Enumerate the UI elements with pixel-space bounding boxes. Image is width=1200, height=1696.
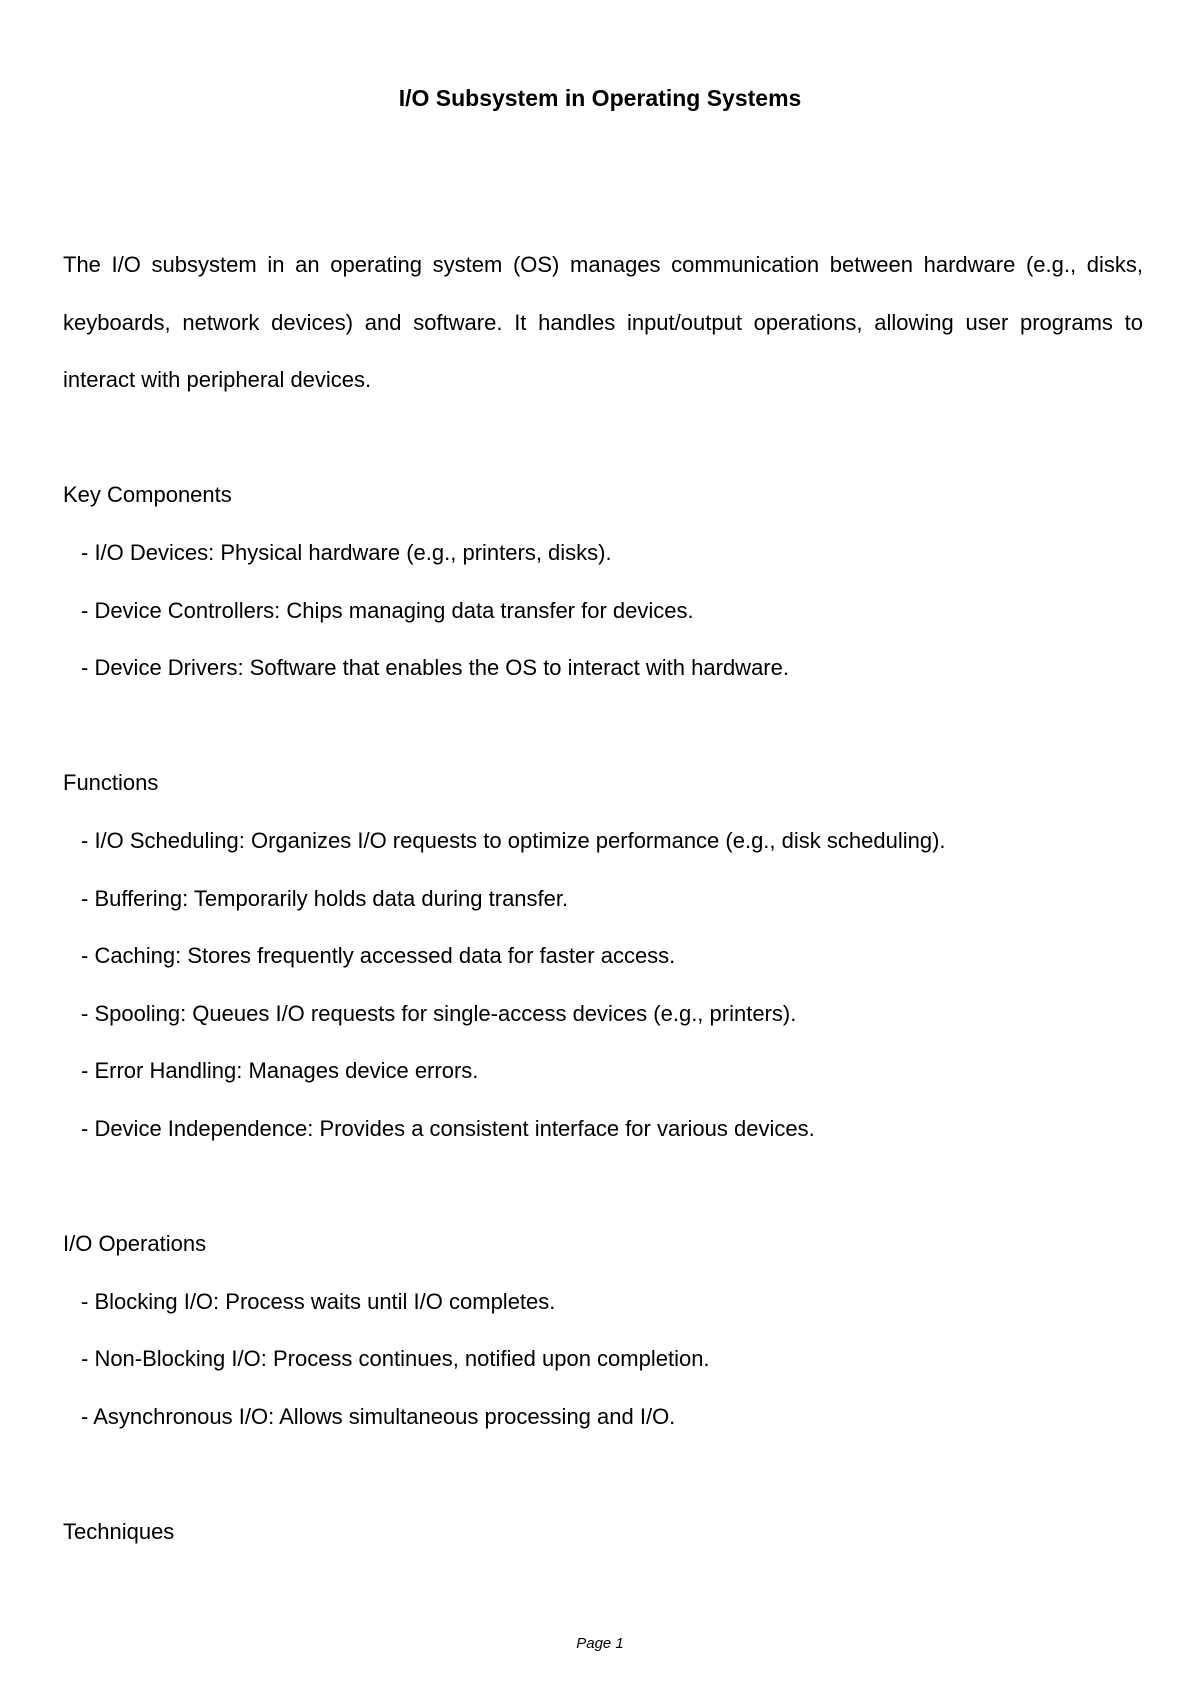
bullet-list <box>63 1273 1143 1446</box>
document-title: I/O Subsystem in Operating Systems <box>398 85 802 112</box>
list-item: - Asynchronous I/O: Allows simultaneous processing and I/O. <box>81 1403 676 1429</box>
list-item: - Spooling: Queues I/O requests for single-access devices (e.g., printers). <box>81 1000 797 1026</box>
list-item: - Device Independence: Provides a consistent interface for various devices. <box>81 1115 815 1141</box>
section-functions <box>63 754 1143 1157</box>
list-item: - Device Controllers: Chips managing data transfer for devices. <box>81 597 694 623</box>
section-heading: I/O Operations <box>63 1231 207 1257</box>
section-io-operations <box>63 1215 1143 1445</box>
list-item: - Blocking I/O: Process waits until I/O completes. <box>81 1288 556 1314</box>
section-heading: Functions <box>63 770 159 796</box>
list-item: - Buffering: Temporarily holds data during transfer. <box>81 885 569 911</box>
bullet-list <box>63 524 1143 697</box>
section-heading: Techniques <box>63 1519 175 1545</box>
list-item: - Device Drivers: Software that enables the OS to interact with hardware. <box>81 655 789 681</box>
bullet-list <box>63 812 1143 1158</box>
list-item: - Non-Blocking I/O: Process continues, notified upon completion. <box>81 1346 710 1372</box>
list-item: - I/O Scheduling: Organizes I/O requests to optimize performance (e.g., disk scheduling). <box>81 827 946 853</box>
list-item: - Caching: Stores frequently accessed data for faster access. <box>81 943 676 969</box>
page-number: Page 1 <box>576 1635 624 1652</box>
section-key-components <box>63 466 1143 696</box>
intro-paragraph: The I/O subsystem in an operating system (OS) manages communication between hardware (e.g., disks, keyboards, network devices) and software. It handles input/output operations, allowing user programs to interact with peripheral devices. <box>63 252 1143 393</box>
document-body <box>63 236 1143 1561</box>
section-heading: Key Components <box>63 482 232 508</box>
list-item: - Error Handling: Manages device errors. <box>81 1058 479 1084</box>
list-item: - I/O Devices: Physical hardware (e.g., printers, disks). <box>81 539 612 565</box>
section-techniques <box>63 1503 1143 1561</box>
